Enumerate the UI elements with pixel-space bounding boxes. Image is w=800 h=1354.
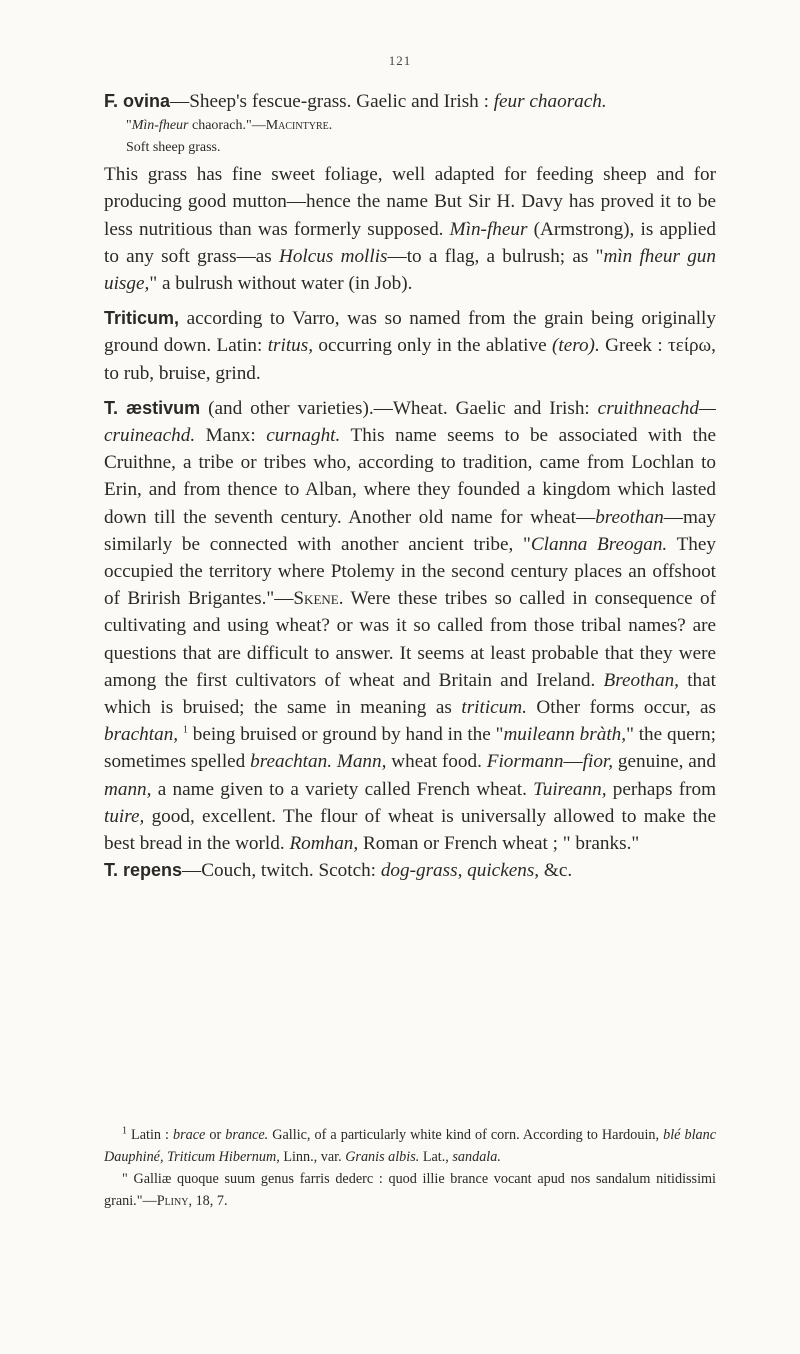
- text: This grass has fine sweet foliage, well adapted for feeding sheep and for producing good mutton—hence the name But Sir H. Davy has proved it to be less nutritious than was formerly supposed.: [104, 164, 716, 240]
- footnote-1: [104, 1124, 716, 1168]
- text: occurring only in the ablative: [313, 335, 552, 357]
- italic: Tuireann,: [533, 778, 607, 800]
- italic: Holcus mollis: [278, 245, 388, 267]
- text: being bruised or ground by hand in the ": [187, 724, 504, 746]
- italic: tuire,: [104, 805, 145, 827]
- text: Roman or French wheat ; " branks.": [358, 833, 640, 855]
- italic: tritus,: [267, 335, 314, 357]
- text: Were these tribes so called in consequence of cultivating and using wheat? or was it so called from those tribal names? are questions that are difficult to answer. It seems at least probable that they were among the first cultivators of wheat and Britain and Ireland.: [104, 588, 716, 691]
- paragraph-ovina: [104, 161, 716, 297]
- italic: breothan: [595, 506, 664, 528]
- ovina-quote: "Mìn-fheur chaorach."—Macintyre.: [126, 118, 333, 134]
- paragraph-repens: [104, 857, 716, 884]
- text: (Armstrong), is applied to any soft grass—as: [104, 218, 716, 267]
- text: wheat food.: [386, 751, 487, 773]
- main-text: [104, 88, 716, 884]
- italic: brance.: [225, 1127, 269, 1143]
- italic: (tero).: [551, 335, 600, 357]
- italic: mìn fheur gun uisge,: [104, 245, 716, 295]
- aestivum-heading: T. æstivum: [104, 397, 201, 418]
- text: genuine, and: [613, 751, 716, 773]
- text: Gallic, of a particularly white kind of corn. According to Hardouin,: [268, 1127, 664, 1143]
- text: according to Varro, was so named from the grain being originally ground down. Latin:: [104, 308, 716, 357]
- text: —: [563, 751, 583, 773]
- italic: mann,: [104, 778, 152, 800]
- italic: Clanna Breogan.: [530, 533, 668, 555]
- text: Lat.,: [419, 1149, 453, 1165]
- italic: Mìn-fheur: [449, 218, 528, 240]
- italic: fior,: [582, 751, 614, 773]
- quote-gaelic: Mìn-fheur: [131, 118, 189, 134]
- italic: muileann bràth,: [503, 724, 627, 746]
- triticum-heading: Triticum,: [104, 308, 180, 329]
- text: Linn., var.: [279, 1149, 346, 1165]
- italic: dog-grass, quickens,: [380, 860, 540, 882]
- italic: blé blanc Dauphiné, Triticum Hibernum,: [104, 1127, 716, 1165]
- text: &c.: [539, 860, 573, 882]
- footnote-ref: 1: [182, 724, 188, 736]
- text: or: [205, 1127, 226, 1143]
- ovina-gaelic: feur chaorach.: [493, 91, 607, 112]
- text: Greek : τείρω, to rub, bruise, grind.: [104, 335, 716, 384]
- footnote-quote: [104, 1168, 716, 1212]
- quote-author: Macintyre.: [265, 118, 333, 134]
- text: that which is bruised; the same in meaning as: [104, 669, 716, 719]
- text: —Couch, twitch. Scotch:: [182, 860, 381, 882]
- text: " the quern; sometimes spelled: [104, 724, 716, 773]
- text: " Galliæ quoque suum genus farris dederc : quod illie brance vocant apud nos sandalum nitidissimi grani."—: [104, 1171, 716, 1209]
- footnotes: [104, 1124, 716, 1212]
- italic: cruithneachd—cruineachd.: [104, 397, 716, 447]
- text: a name given to a variety called French wheat.: [151, 778, 534, 800]
- italic: brachtan,: [104, 724, 179, 746]
- text: They occupied the territory where Ptolemy in the second century places an offshoot of Brirish Brigantes."—: [104, 533, 716, 610]
- author: Pliny,: [156, 1193, 193, 1209]
- ovina-text: —Sheep's fescue-grass. Gaelic and Irish :: [170, 91, 494, 112]
- text: " a bulrush without water (in Job).: [149, 273, 413, 295]
- paragraph-triticum: [104, 305, 716, 387]
- italic: brace: [173, 1127, 206, 1143]
- text: Other forms occur, as: [526, 697, 716, 719]
- italic: triticum.: [461, 697, 527, 719]
- author: Skene.: [293, 588, 344, 610]
- text: Manx:: [195, 425, 267, 447]
- page-number: 121: [388, 53, 412, 68]
- paragraph-aestivum: [104, 395, 716, 857]
- text: (and other varieties).—Wheat. Gaelic and Irish:: [200, 397, 598, 419]
- ovina-subtitle: Soft sheep grass.: [126, 140, 221, 156]
- italic: Romhan,: [289, 833, 359, 855]
- text: perhaps from: [606, 778, 716, 800]
- ovina-heading: F. ovina: [104, 91, 171, 111]
- italic: breachtan.: [250, 751, 332, 773]
- italic: curnaght.: [266, 425, 341, 447]
- ovina-entry: [104, 88, 716, 115]
- italic: Breothan,: [603, 669, 679, 691]
- text: Latin :: [127, 1127, 174, 1143]
- italic: Granis albis.: [345, 1149, 420, 1165]
- footnote-mark: 1: [122, 1125, 127, 1137]
- text: —may similarly be connected with another ancient tribe, ": [104, 506, 716, 555]
- text: 18, 7.: [192, 1193, 228, 1209]
- text: good, excellent. The flour of wheat is universally allowed to make the best bread in the world.: [104, 805, 716, 855]
- italic: sandala.: [452, 1149, 501, 1165]
- quote-text: chaorach."—: [188, 118, 266, 134]
- text: —to a flag, a bulrush; as ": [387, 245, 604, 267]
- italic: Fiormann: [486, 751, 564, 773]
- repens-heading: T. repens: [104, 860, 183, 881]
- text: This name seems to be associated with the Cruithne, a tribe or tribes who, according to tradition, came from Lochlan to Erin, and from thence to Alban, where they founded a kingdom which lasted down till the seventh century. Another old name for wheat—: [104, 425, 716, 528]
- italic: Mann,: [336, 751, 387, 773]
